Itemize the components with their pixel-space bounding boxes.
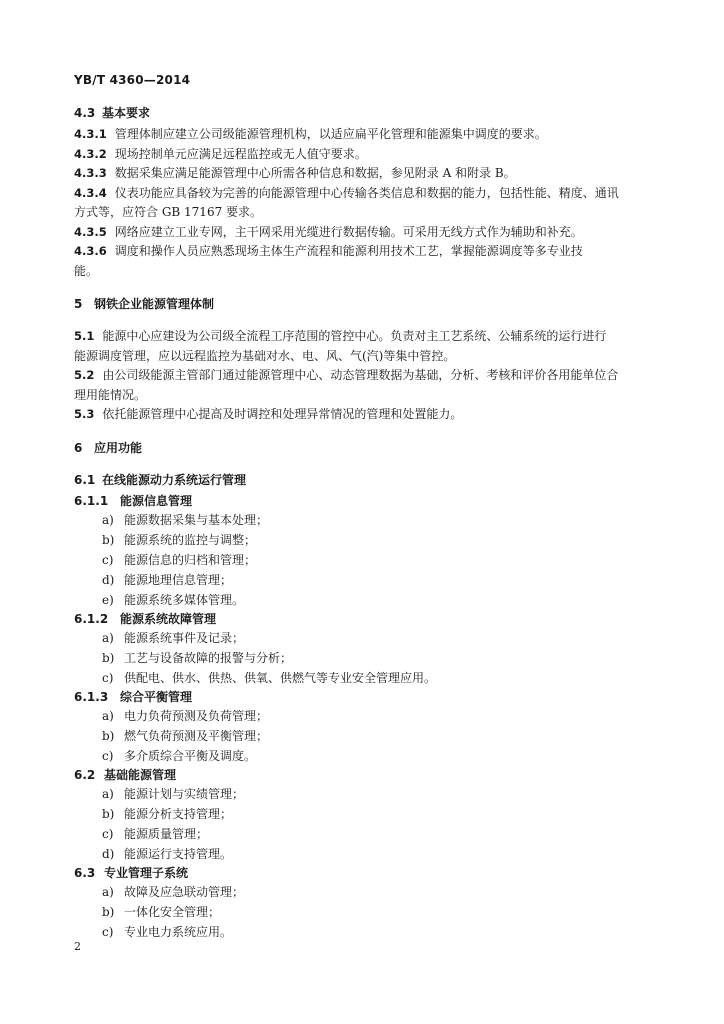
clause-number: 4.3.2 xyxy=(74,146,107,161)
clause-5-1-continued: 能源调度管理，应以远程监控为基础对水、电、风、气(汽)等集中管控。 xyxy=(74,348,456,363)
list-marker: b) xyxy=(102,728,115,743)
subsection-title: 在线能源动力系统运行管理 xyxy=(102,472,247,487)
clause-number: 5.2 xyxy=(74,368,95,382)
list-item xyxy=(74,648,654,668)
list-text: 电力负荷预测及负荷管理； xyxy=(124,708,269,723)
list-marker: b) xyxy=(102,904,115,919)
list-marker: b) xyxy=(102,806,115,821)
list-marker: a) xyxy=(102,884,114,899)
section-number: 6 xyxy=(74,440,83,455)
list-item xyxy=(74,784,654,804)
list-item xyxy=(74,726,654,746)
subsection-title: 综合平衡管理 xyxy=(120,689,193,704)
list-marker: c) xyxy=(102,924,114,939)
clause-text: 调度和操作人员应熟悉现场主体生产流程和能源利用技术工艺，掌握能源调度等多专业技 xyxy=(114,244,583,258)
clause-5-1 xyxy=(74,327,654,347)
clause-number: 4.3.3 xyxy=(74,166,107,180)
list-item xyxy=(74,824,654,844)
section-title: 应用功能 xyxy=(94,440,143,455)
list-item xyxy=(74,510,654,530)
list-marker: c) xyxy=(102,748,114,763)
list-marker: c) xyxy=(102,552,114,567)
list-text: 能源数据采集与基本处理； xyxy=(124,512,269,527)
list-text: 能源信息的归档和管理； xyxy=(124,552,257,567)
subsection-title: 基础能源管理 xyxy=(104,767,177,782)
subsection-title: 专业管理子系统 xyxy=(104,865,189,880)
section-heading-4-3 xyxy=(74,104,654,122)
list-marker: a) xyxy=(102,786,114,801)
clause-number: 5.3 xyxy=(74,407,95,421)
section-number: 4.3 xyxy=(74,106,96,120)
list-item xyxy=(74,804,654,824)
list-text: 能源系统的监控与调整； xyxy=(124,532,257,547)
clause-4-3-6-continued: 能。 xyxy=(74,263,99,278)
list-item xyxy=(74,706,654,726)
list-marker: d) xyxy=(102,572,115,587)
list-marker: e) xyxy=(102,592,114,607)
clause-4-3-5 xyxy=(74,223,654,243)
list-item xyxy=(74,570,654,590)
subsection-heading-6-1-1 xyxy=(74,492,654,510)
list-item xyxy=(74,628,654,648)
clause-4-3-6 xyxy=(74,242,654,262)
clause-number: 4.3.1 xyxy=(74,127,107,141)
clause-5-2 xyxy=(74,366,654,386)
subsection-heading-6-1 xyxy=(74,471,654,489)
section-heading-5 xyxy=(74,295,654,313)
subsection-heading-6-2 xyxy=(74,766,654,784)
list-text: 能源运行支持管理。 xyxy=(124,846,233,861)
list-text: 故障及应急联动管理； xyxy=(124,884,245,899)
list-text: 能源分析支持管理； xyxy=(124,806,233,821)
list-marker: c) xyxy=(102,670,114,685)
subsection-number: 6.1.3 xyxy=(74,689,109,704)
subsection-number: 6.1.1 xyxy=(74,493,109,508)
list-item xyxy=(74,902,654,922)
list-marker: a) xyxy=(102,708,114,723)
list-marker: b) xyxy=(102,650,115,665)
list-text: 能源计划与实绩管理； xyxy=(124,786,245,801)
subsection-number: 6.1.2 xyxy=(74,611,109,626)
clause-text: 由公司级能源主管部门通过能源管理中心、动态管理数据为基础，分析、考核和评价各用能单位合 xyxy=(102,368,619,382)
list-text: 工艺与设备故障的报警与分析； xyxy=(124,650,293,665)
clause-5-3 xyxy=(74,405,654,425)
list-item xyxy=(74,922,654,942)
list-item xyxy=(74,746,654,766)
subsection-heading-6-1-2 xyxy=(74,610,654,628)
page-number: 2 xyxy=(74,940,81,953)
clause-text: 网络应建立工业专网，主干网采用光缆进行数据传输。可采用无线方式作为辅助和补充。 xyxy=(114,224,583,239)
clause-4-3-4 xyxy=(74,184,654,204)
list-text: 供配电、供水、供热、供氧、供燃气等专业安全管理应用。 xyxy=(124,670,437,685)
section-number: 5 xyxy=(74,297,83,311)
clause-4-3-2 xyxy=(74,145,654,165)
clause-text: 管理体制应建立公司级能源管理机构，以适应扁平化管理和能源集中调度的要求。 xyxy=(114,127,547,141)
list-text: 能源系统事件及记录； xyxy=(124,630,245,645)
clause-number: 4.3.4 xyxy=(74,185,107,200)
list-item xyxy=(74,530,654,550)
list-item xyxy=(74,668,654,688)
clause-number: 5.1 xyxy=(74,329,95,343)
subsection-title: 能源系统故障管理 xyxy=(120,611,217,626)
list-text: 燃气负荷预测及平衡管理； xyxy=(124,728,269,743)
document-body xyxy=(74,104,654,942)
list-marker: a) xyxy=(102,512,114,527)
section-title: 钢铁企业能源管理体制 xyxy=(94,297,215,311)
clause-text: 仪表功能应具备较为完善的向能源管理中心传输各类信息和数据的能力，包括性能、精度、通讯 xyxy=(114,185,619,200)
list-marker: d) xyxy=(102,846,115,861)
clause-number: 4.3.5 xyxy=(74,224,107,239)
clause-text: 现场控制单元应满足远程监控或无人值守要求。 xyxy=(114,146,367,161)
subsection-number: 6.2 xyxy=(74,767,96,782)
section-title: 基本要求 xyxy=(102,106,151,120)
clause-number: 4.3.6 xyxy=(74,244,107,258)
subsection-number: 6.1 xyxy=(74,472,96,487)
clause-4-3-1 xyxy=(74,125,654,145)
list-text: 多介质综合平衡及调度。 xyxy=(124,748,257,763)
section-heading-6 xyxy=(74,439,654,457)
subsection-title: 能源信息管理 xyxy=(120,493,193,508)
list-item xyxy=(74,844,654,864)
list-item xyxy=(74,882,654,902)
clause-text: 依托能源管理中心提高及时调控和处理异常情况的管理和处置能力。 xyxy=(102,407,463,421)
list-text: 能源质量管理； xyxy=(124,826,209,841)
clause-4-3-4-continued: 方式等，应符合 GB 17167 要求。 xyxy=(74,205,263,219)
list-marker: a) xyxy=(102,630,114,645)
clause-text: 数据采集应满足能源管理中心所需各种信息和数据，参见附录 A 和附录 B。 xyxy=(114,166,516,180)
list-marker: c) xyxy=(102,826,114,841)
list-marker: b) xyxy=(102,532,115,547)
clause-text: 能源中心应建设为公司级全流程工序范围的管控中心。负责对主工艺系统、公辅系统的运行进行 xyxy=(102,329,607,343)
clause-4-3-3 xyxy=(74,164,654,184)
list-text: 一体化安全管理； xyxy=(124,904,221,919)
list-item xyxy=(74,550,654,570)
list-item xyxy=(74,590,654,610)
list-text: 能源地理信息管理； xyxy=(124,572,233,587)
subsection-number: 6.3 xyxy=(74,865,96,880)
list-text: 专业电力系统应用。 xyxy=(124,924,233,939)
document-code: YB/T 4360—2014 xyxy=(74,73,191,87)
subsection-heading-6-1-3 xyxy=(74,688,654,706)
subsection-heading-6-3 xyxy=(74,864,654,882)
clause-5-2-continued: 理用能情况。 xyxy=(74,387,147,402)
list-text: 能源系统多媒体管理。 xyxy=(124,592,245,607)
